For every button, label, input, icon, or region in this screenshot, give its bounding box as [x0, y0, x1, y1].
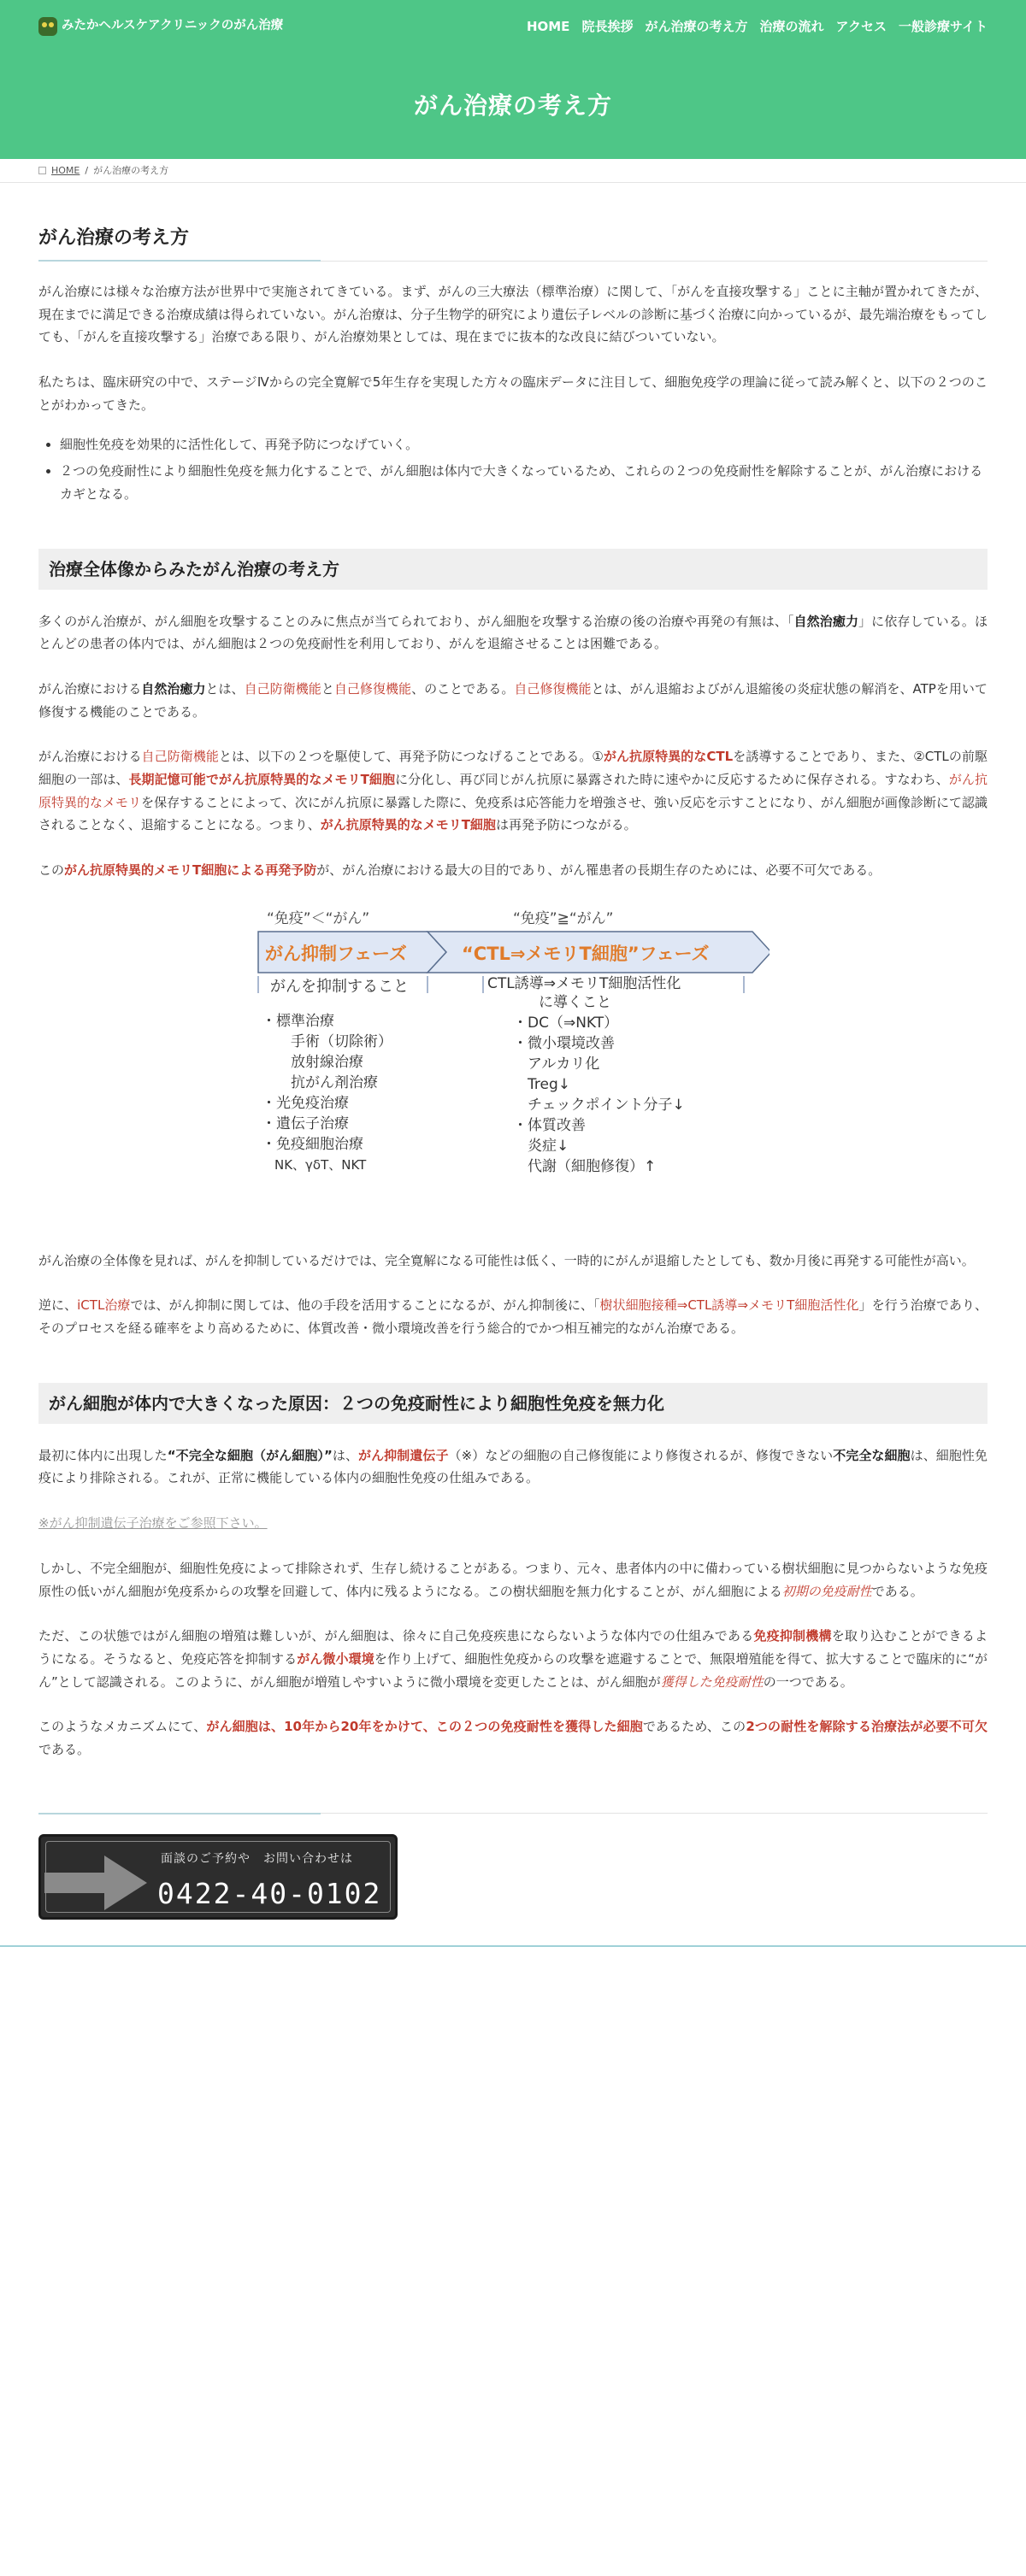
- left-list-item: ・免疫細胞治療: [262, 1135, 363, 1153]
- breadcrumb-separator: /: [85, 164, 89, 176]
- right-list-item: Treg↓: [513, 1075, 570, 1093]
- list-item: • ２つの免疫耐性により細胞性免疫を無力化することで、がん細胞は体内で大きくなっているため、これらの２つの免疫耐性を解除することが、がん治療におけるカギとなる。: [60, 460, 988, 505]
- overview-paragraph-6: 逆に、iCTL治療では、がん抑制に関しては、他の手段を活用することになるが、がん抑制後に、「樹状細胞接種⇒CTL誘導⇒メモリT細胞活性化」を行う治療であり、そのプロセスを経る確率をより高めるために、体質改善・微小環境改善を行う総合的でかつ相互補完的ながん治療である。: [38, 1297, 988, 1337]
- left-list-item: NK、γδT、NKT: [262, 1156, 367, 1173]
- tumor-suppressor-note-link[interactable]: ※がん抑制遺伝子治療をご参照下さい。: [38, 1515, 268, 1532]
- nav-greeting[interactable]: 院長挨拶: [581, 18, 634, 34]
- left-list-item: ・遺伝子治療: [262, 1115, 349, 1132]
- left-sub-label: がんを抑制すること: [270, 977, 409, 996]
- contact-caption: 面談のご予約や お問い合わせは: [161, 1851, 353, 1866]
- subsection-heading-immune-tolerance: がん細胞が体内で大きくなった原因：２つの免疫耐性により細胞性免疫を無力化: [38, 1383, 988, 1424]
- right-list-item: ・微小環境改善: [513, 1034, 615, 1052]
- site-logo[interactable]: [38, 15, 283, 38]
- right-list-item: 代謝（細胞修復）↑: [513, 1157, 657, 1175]
- global-nav: [527, 15, 988, 38]
- overview-paragraph-1: 多くのがん治療が、がん細胞を攻撃することのみに焦点が当てられており、がん細胞を攻撃する治療の後の治療や再発の有無は、「自然治癒力」に依存している。ほとんどの患者の体内では、がん細胞は２つの免疫耐性を利用しており、がんを退縮させることは困難である。: [38, 613, 988, 652]
- phase-diagram-svg: [256, 908, 770, 1215]
- left-phase-top-label: “免疫”＜“がん”: [267, 909, 370, 927]
- breadcrumb: [0, 159, 1026, 183]
- logo-text: みたかヘルスケアクリニックのがん治療: [62, 19, 284, 33]
- site-header: [0, 0, 1026, 53]
- nav-access[interactable]: アクセス: [835, 18, 887, 34]
- breadcrumb-current: がん治療の考え方: [93, 164, 169, 176]
- intro-paragraph-2: 私たちは、臨床研究の中で、ステージⅣからの完全寛解で5年生存を実現した方々の臨床データに注目して、細胞免疫学の理論に従って読み解くと、以下の２つのことがわかってきた。: [38, 374, 988, 413]
- right-list-item: 炎症↓: [513, 1137, 569, 1155]
- right-list-item: ・体質改善: [513, 1116, 586, 1134]
- nav-philosophy[interactable]: がん治療の考え方: [645, 18, 748, 34]
- overview-paragraph-2: がん治療における自然治癒力とは、自己防衛機能と自己修復機能、のことである。自己修復機能とは、がん退縮およびがん退縮後の炎症状態の解消を、ATPを用いて修復する機能のことである。: [38, 680, 988, 720]
- left-list-item: 手術（切除術）: [262, 1032, 392, 1050]
- left-treatment-list: [262, 1013, 392, 1173]
- footer-divider: [38, 1813, 988, 1814]
- section-heading: がん治療の考え方: [38, 224, 988, 262]
- ictl-link[interactable]: iCTL治療: [77, 1297, 131, 1314]
- breadcrumb-home[interactable]: HOME: [51, 164, 80, 176]
- page-title-band: [0, 52, 1026, 159]
- left-list-item: ・標準治療: [262, 1012, 334, 1030]
- list-item: • 細胞性免疫を効果的に活性化して、再発予防につなげていく。: [60, 433, 988, 456]
- tolerance-paragraph-4: このようなメカニズムにて、がん細胞は、10年から20年をかけて、この２つの免疫耐性を獲得した細胞であるため、この2つの耐性を解除する治療法が必要不可欠である。: [38, 1719, 988, 1757]
- left-list-item: ・光免疫治療: [262, 1094, 349, 1112]
- tolerance-paragraph-3: ただ、この状態ではがん細胞の増殖は難しいが、がん細胞は、徐々に自己免疫疾患にならないような体内での仕組みである免疫抑制機構を取り込むことができるようになる。そうなると、免疫応答を抑制するがん微小環境を作り上げて、細胞性免疫からの攻撃を遮避することで、無限増殖能を得て、拡大することで臨床的に“がん”として認識される。このように、がん細胞が増殖しやすいように微小環境を変更したことは、がん細胞が獲得した免疫耐性の一つである。: [38, 1628, 988, 1690]
- nav-flow[interactable]: 治療の流れ: [759, 18, 824, 34]
- page-title: がん治療の考え方: [413, 91, 612, 120]
- overview-paragraph-3: がん治療における自己防衛機能とは、以下の２つを駆使して、再発予防につなげることである。①がん抗原特異的なCTLを誘導することであり、また、②CTLの前駆細胞の一部は、長期記憶可能でがん抗原特異的なメモリT細胞に分化し、再び同じがん抗原に暴露された時に速やかに反応するために保存される。すなわち、がん抗原特異的なメモリを保存することによって、次にがん抗原に暴露した際に、免疫系は応答能力を増強させ、強い反応を示すことになり、がん細胞が画像診断にて認識されることなく、退縮することになる。つまり、がん抗原特異的なメモリT細胞は再発予防につながる。: [38, 749, 988, 833]
- contact-phone-banner[interactable]: [38, 1834, 398, 1920]
- right-phase-label: “CTL⇒メモリT細胞”フェーズ: [462, 943, 710, 964]
- tolerance-paragraph-2: しかし、不完全細胞が、細胞性免疫によって排除されず、生存し続けることがある。つまり、元々、患者体内の中に備わっている樹状細胞に見つからないような免疫原性の低いがん細胞が免疫系からの攻撃を回避して、体内に残るようになる。この樹状細胞を無力化することが、がん細胞による初期の免疫耐性である。: [38, 1560, 988, 1599]
- right-list-item: ・DC（⇒NKT）: [513, 1014, 619, 1032]
- home-icon: [38, 167, 46, 174]
- right-treatment-list: [513, 1015, 685, 1175]
- left-list-item: 抗がん剤治療: [262, 1073, 378, 1091]
- nav-home[interactable]: HOME: [526, 18, 570, 34]
- nav-general-site[interactable]: 一般診療サイト: [899, 18, 988, 34]
- tolerance-paragraph-1: 最初に体内に出現した“不完全な細胞（がん細胞）”は、がん抑制遺伝子（※）などの細胞の自己修復能により修復されるが、修復できない不完全な細胞は、細胞性免疫により排除される。これが、正常に機能している体内の細胞性免疫の仕組みである。: [38, 1447, 988, 1486]
- subsection-heading-overview: 治療全体像からみたがん治療の考え方: [38, 549, 988, 590]
- main-content: [0, 183, 1026, 1761]
- intro-paragraph-1: がん治療には様々な治療方法が世界中で実施されてきている。まず、がんの三大療法（標準治療）に関して、「がんを直接攻撃する」ことに主軸が置かれてきたが、現在までに満足できる治療成績は得られていない。がん治療は、分子生物学的研究により遺伝子レベルの診断に基づく治療に向かっているが、最先端治療をもってしても、「がんを直接攻撃する」治療である限り、がん治療効果としては、現在までに抜本的な改良に結びついていない。: [38, 284, 988, 345]
- right-list-item: アルカリ化: [513, 1055, 600, 1073]
- key-points-list: [60, 433, 988, 505]
- overview-paragraph-5: がん治療の全体像を見れば、がんを抑制しているだけでは、完全寛解になる可能性は低く、一時的にがんが退縮したとしても、数か月後に再発する可能性が高い。: [38, 1252, 975, 1268]
- left-phase-label: がん抑制フェーズ: [265, 943, 407, 964]
- right-sub-label-2: に導くこと: [539, 993, 611, 1011]
- left-list-item: 放射線治療: [262, 1053, 363, 1071]
- right-sub-label-1: CTL誘導⇒メモリT細胞活性化: [487, 974, 681, 992]
- right-phase-top-label: “免疫”≧“がん”: [513, 909, 614, 927]
- owl-logo-icon: [38, 17, 57, 36]
- arrow-right-icon: [44, 1849, 151, 1917]
- contact-phone-number: 0422-40-0102: [157, 1876, 382, 1910]
- right-list-item: チェックポイント分子↓: [513, 1096, 685, 1114]
- overview-paragraph-4: このがん抗原特異的メモリT細胞による再発予防が、がん治療における最大の目的であり、がん罹患者の長期生存のためには、必要不可欠である。: [38, 862, 882, 878]
- treatment-phase-diagram: [256, 908, 770, 1215]
- page-bottom-rule: [0, 1945, 1026, 1947]
